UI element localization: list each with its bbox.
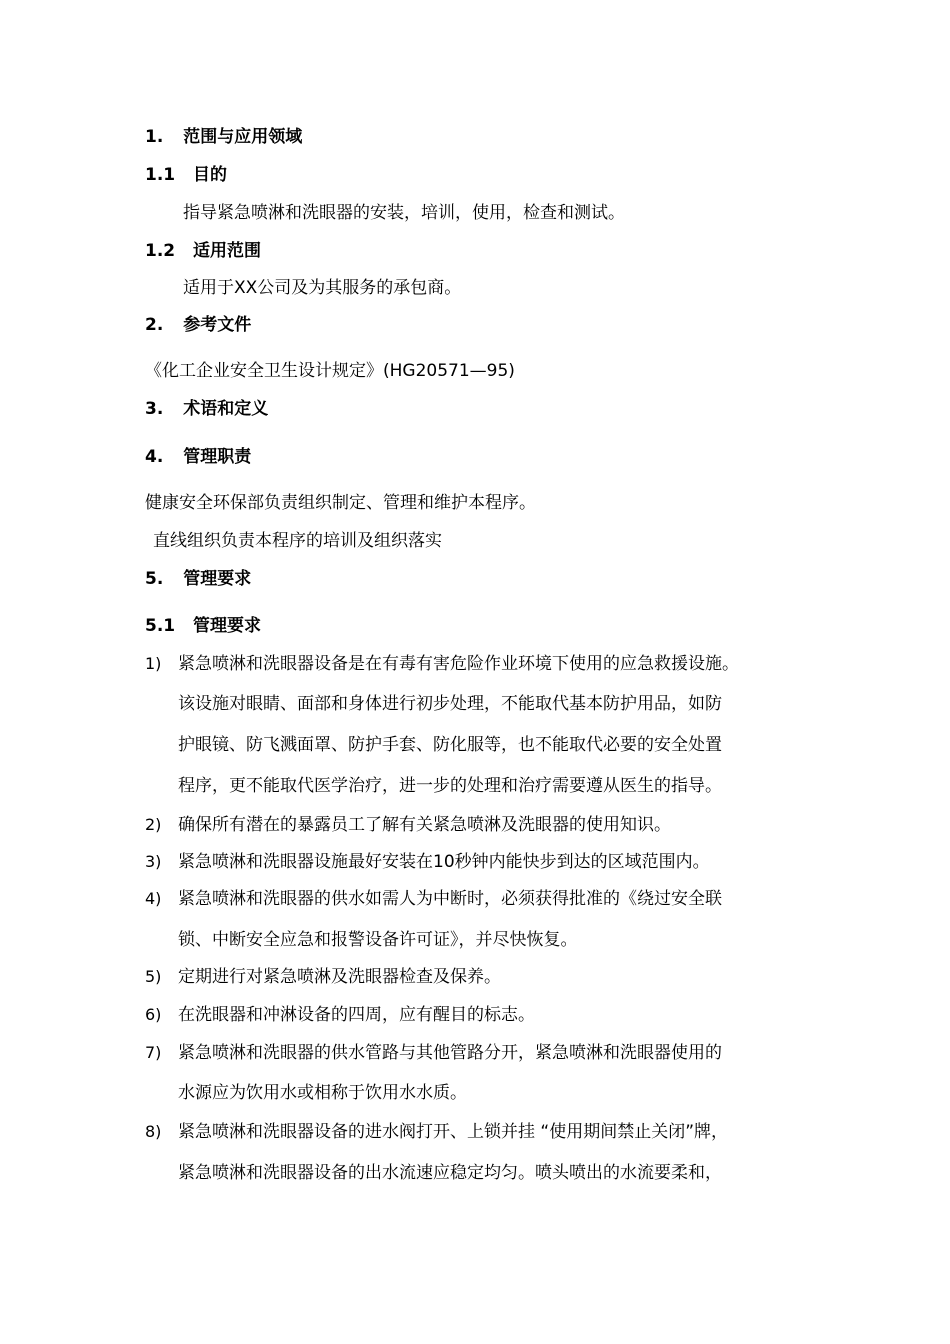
section-3-number: 3. <box>145 399 164 419</box>
item-1-line-4: 程序，更不能取代医学治疗，进一步的处理和治疗需要遵从医生的指导。 <box>178 776 722 796</box>
section-5-heading <box>145 568 251 590</box>
item-5-number: 5) <box>145 967 162 986</box>
section-5-1-heading <box>145 615 261 637</box>
section-4-heading <box>145 446 251 468</box>
section-1-number: 1. <box>145 127 164 147</box>
item-6-line-1: 在洗眼器和冲淋设备的四周，应有醒目的标志。 <box>178 1005 535 1025</box>
item-2-number: 2) <box>145 815 162 834</box>
item-3-number: 3) <box>145 852 162 871</box>
section-4-title: 管理职责 <box>183 447 252 467</box>
item-1-line-1: 紧急喷淋和洗眼器设备是在有毒有害危险作业环境下使用的应急救援设施。 <box>178 654 739 674</box>
section-3-heading <box>145 398 268 420</box>
item-7-number: 7) <box>145 1043 162 1062</box>
item-7-line-2: 水源应为饮用水或相称于饮用水水质。 <box>178 1083 467 1103</box>
item-5-line-1: 定期进行对紧急喷淋及洗眼器检查及保养。 <box>178 967 501 987</box>
section-2-heading <box>145 314 251 336</box>
section-1-1-title: 目的 <box>193 165 228 185</box>
item-8-line-1: 紧急喷淋和洗眼器设备的进水阀打开、上锁并挂 “使用期间禁止关闭”牌， <box>178 1122 729 1142</box>
section-2-title: 参考文件 <box>183 315 252 335</box>
section-4-body-1: 健康安全环保部负责组织制定、管理和维护本程序。 <box>145 493 536 513</box>
section-4-body-2: 直线组织负责本程序的培训及组织落实 <box>153 531 442 551</box>
section-2-number: 2. <box>145 315 164 335</box>
section-5-title: 管理要求 <box>183 569 252 589</box>
section-2-body: 《化工企业安全卫生设计规定》(HG20571—95) <box>145 361 515 381</box>
item-3-line-1: 紧急喷淋和洗眼器设施最好安装在10秒钟内能快步到达的区域范围内。 <box>178 852 710 872</box>
item-1-line-3: 护眼镜、防飞溅面罩、防护手套、防化服等，也不能取代必要的安全处置 <box>178 735 722 755</box>
section-1-2-body: 适用于XX公司及为其服务的承包商。 <box>183 278 462 298</box>
item-6-number: 6) <box>145 1005 162 1024</box>
section-1-1-heading <box>145 164 227 186</box>
section-1-1-number: 1.1 <box>145 165 176 185</box>
section-5-1-number: 5.1 <box>145 616 176 636</box>
section-1-heading <box>145 126 302 148</box>
item-2-line-1: 确保所有潜在的暴露员工了解有关紧急喷淋及洗眼器的使用知识。 <box>178 815 671 835</box>
section-4-number: 4. <box>145 447 164 467</box>
item-4-line-2: 锁、中断安全应急和报警设备许可证》，并尽快恢复。 <box>178 930 578 950</box>
section-3-title: 术语和定义 <box>183 399 269 419</box>
section-1-2-heading <box>145 240 261 262</box>
item-8-line-2: 紧急喷淋和洗眼器设备的出水流速应稳定均匀。喷头喷出的水流要柔和， <box>178 1163 722 1183</box>
item-7-line-1: 紧急喷淋和洗眼器的供水管路与其他管路分开，紧急喷淋和洗眼器使用的 <box>178 1043 722 1063</box>
item-4-number: 4) <box>145 889 162 908</box>
item-8-number: 8) <box>145 1122 162 1141</box>
section-1-2-title: 适用范围 <box>193 241 262 261</box>
section-1-title: 范围与应用领域 <box>183 127 303 147</box>
section-5-number: 5. <box>145 569 164 589</box>
section-1-1-body: 指导紧急喷淋和洗眼器的安装，培训，使用，检查和测试。 <box>183 203 625 223</box>
section-5-1-title: 管理要求 <box>193 616 262 636</box>
item-1-number: 1) <box>145 654 162 673</box>
item-4-line-1: 紧急喷淋和洗眼器的供水如需人为中断时，必须获得批准的《绕过安全联 <box>178 889 722 909</box>
section-1-2-number: 1.2 <box>145 241 176 261</box>
item-1-line-2: 该设施对眼睛、面部和身体进行初步处理，不能取代基本防护用品，如防 <box>178 694 722 714</box>
